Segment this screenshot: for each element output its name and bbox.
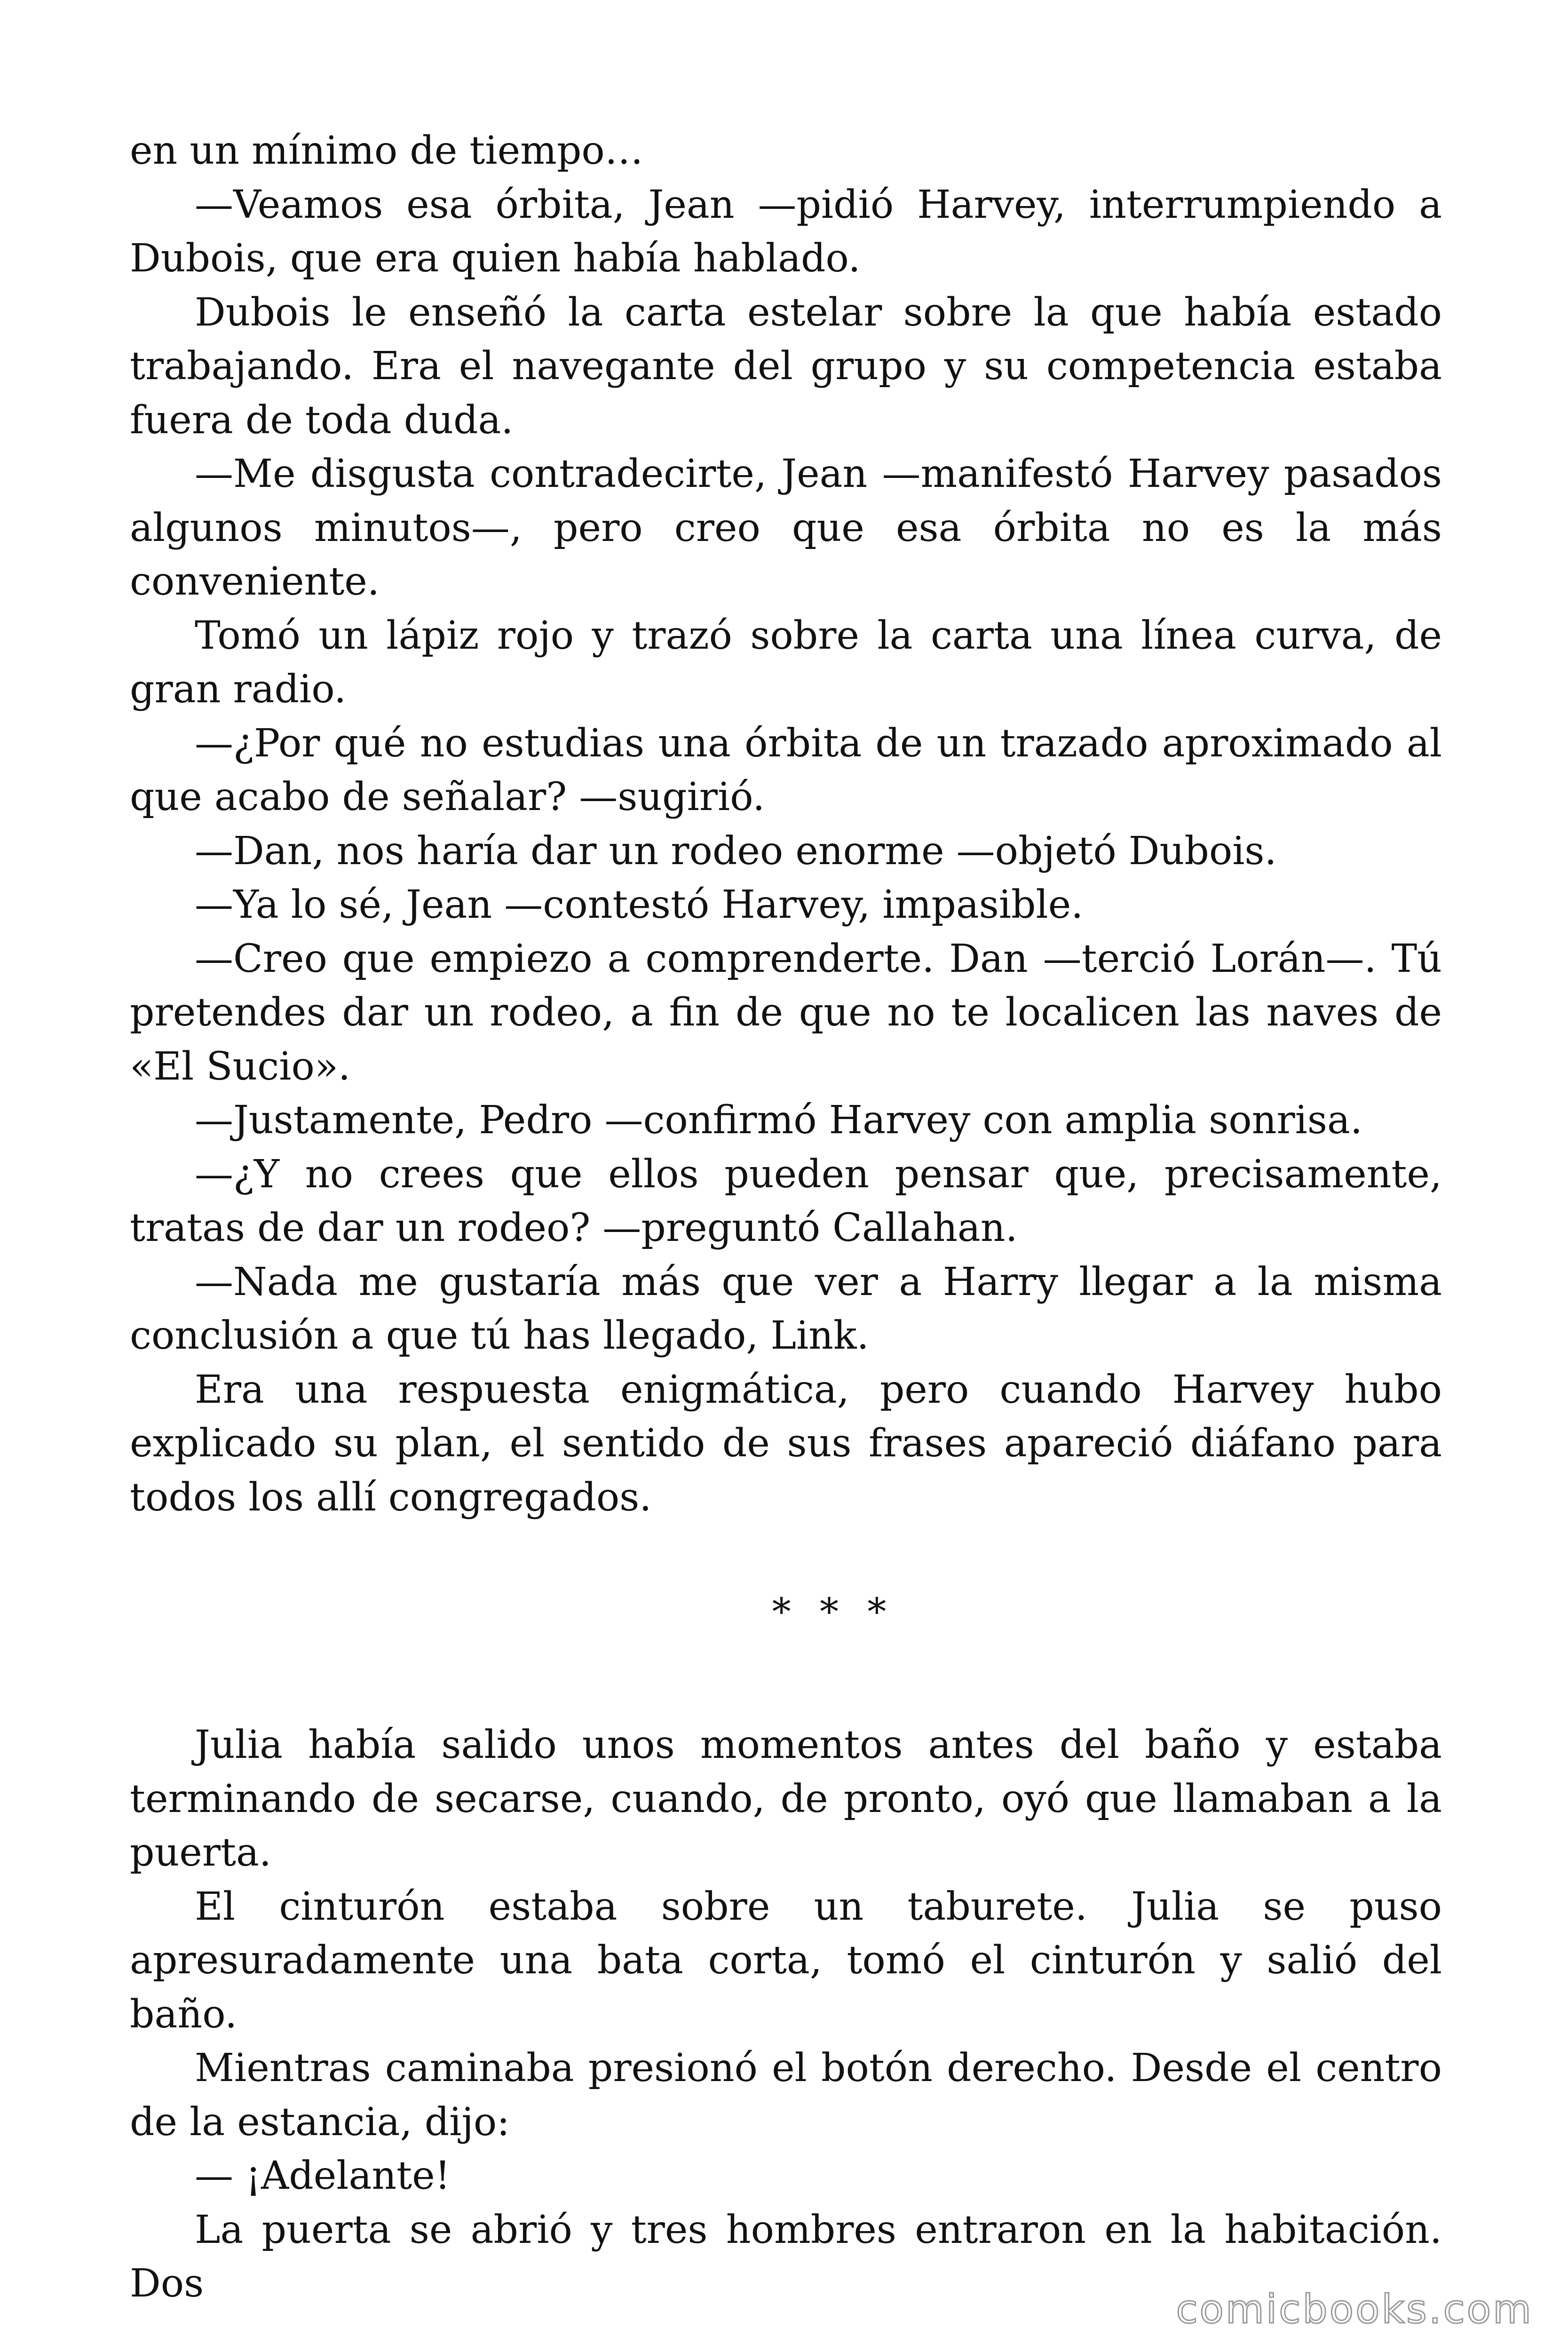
text-block-bottom (130, 1718, 1442, 2311)
paragraph: —¿Por qué no estudias una órbita de un trazado aproximado al que acabo de señalar? —sugirió. (130, 721, 1442, 819)
paragraph: —Veamos esa órbita, Jean —pidió Harvey, interrumpiendo a Dubois, que era quien había hablado. (130, 182, 1442, 281)
watermark: comicbooks.com (1176, 2286, 1533, 2332)
text-block-top (130, 124, 1442, 1525)
paragraph: Era una respuesta enigmática, pero cuando Harvey hubo explicado su plan, el sentido de sus frases apareció diáfano para todos los allí congregados. (130, 1367, 1442, 1520)
paragraph: en un mínimo de tiempo… (130, 128, 643, 173)
section-separator: * * * (772, 1590, 895, 1634)
paragraph: —Me disgusta contradecirte, Jean —manifestó Harvey pasados algunos minutos—, pero creo que esa órbita no es la más conveniente. (130, 452, 1442, 604)
paragraph: — ¡Adelante! (195, 2153, 451, 2198)
paragraph: La puerta se abrió y tres hombres entraron en la habitación. Dos (130, 2207, 1442, 2306)
paragraph: —Ya lo sé, Jean —contestó Harvey, impasible. (195, 882, 1084, 927)
paragraph: El cinturón estaba sobre un taburete. Julia se puso apresuradamente una bata corta, tomó el cinturón y salió del baño. (130, 1884, 1442, 2037)
paragraph: Mientras caminaba presionó el botón derecho. Desde el centro de la estancia, dijo: (130, 2046, 1442, 2145)
paragraph: Dubois le enseñó la carta estelar sobre la que había estado trabajando. Era el navegante del grupo y su competencia estaba fuera de toda duda. (130, 290, 1442, 443)
paragraph: Tomó un lápiz rojo y trazó sobre la carta una línea curva, de gran radio. (130, 613, 1442, 712)
paragraph: Julia había salido unos momentos antes del baño y estaba terminando de secarse, cuando, de pronto, oyó que llamaban a la puerta. (130, 1723, 1442, 1875)
paragraph: —Nada me gustaría más que ver a Harry llegar a la misma conclusión a que tú has llegado, Link. (130, 1259, 1442, 1358)
paragraph: —Dan, nos haría dar un rodeo enorme —objetó Dubois. (195, 828, 1277, 874)
paragraph: —Justamente, Pedro —confirmó Harvey con amplia sonrisa. (195, 1098, 1362, 1143)
paragraph: —¿Y no crees que ellos pueden pensar que, precisamente, tratas de dar un rodeo? —preguntó Callahan. (130, 1152, 1442, 1250)
paragraph: —Creo que empiezo a comprenderte. Dan —terció Lorán—. Tú pretendes dar un rodeo, a fin de que no te localicen las naves de «El Sucio». (130, 936, 1442, 1089)
